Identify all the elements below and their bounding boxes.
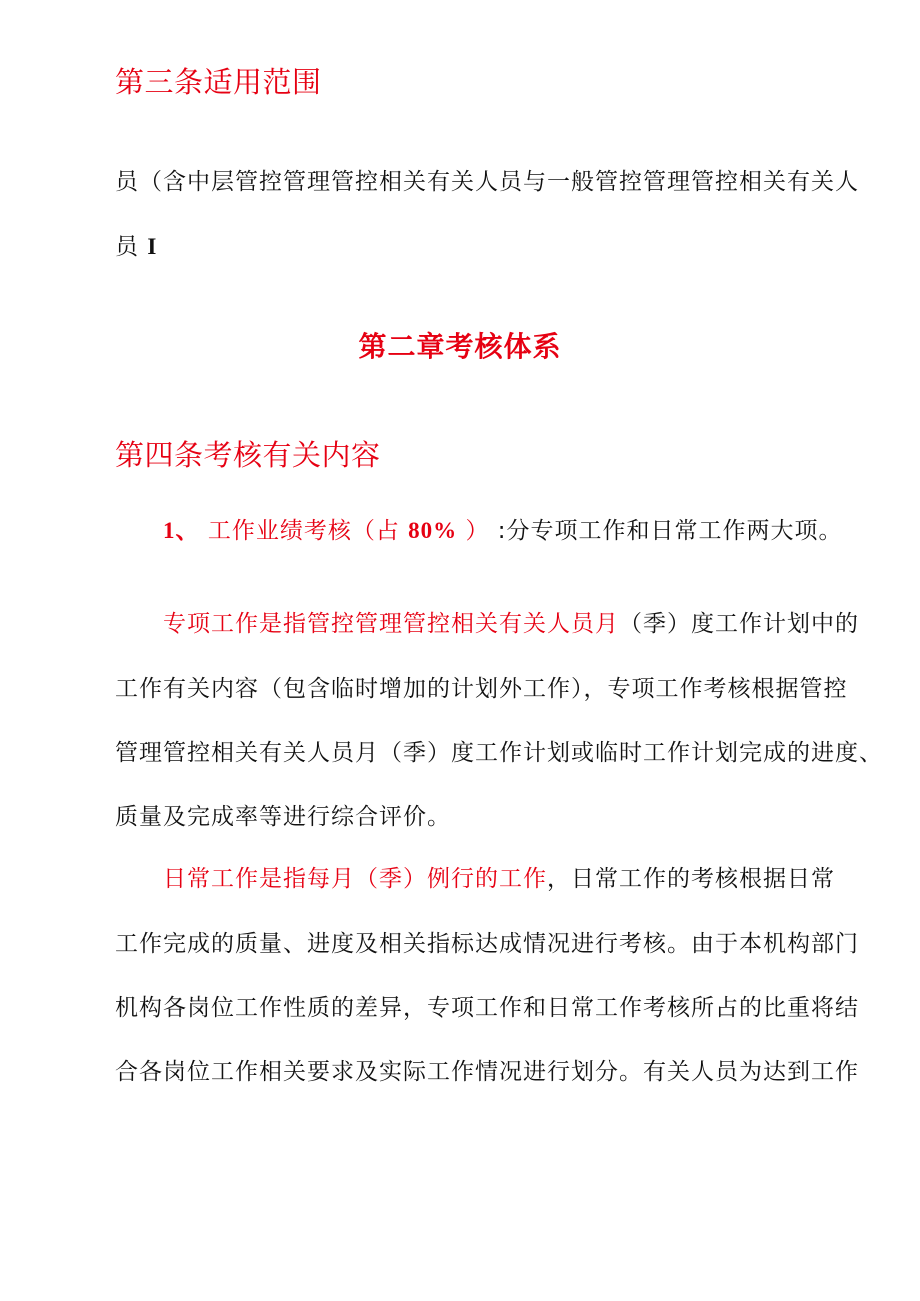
special-work-line-1 xyxy=(163,605,859,638)
daily-work-line-1 xyxy=(163,860,835,893)
chapter-2-heading: 第二章考核体系 xyxy=(358,330,562,363)
special-work-line-4: 质量及完成率等进行综合评价。 xyxy=(115,804,451,830)
item-1-close: ） xyxy=(465,518,490,544)
item-1-number: 1、 xyxy=(163,518,200,543)
special-work-line-3: 管理管控相关有关人员月（季）度工作计划或临时工作计划完成的进度、 xyxy=(115,740,883,766)
item-1-percent: 80% xyxy=(408,518,458,543)
daily-work-line-4: 合各岗位工作相关要求及实际工作情况进行划分。有关人员为达到工作 xyxy=(115,1059,859,1085)
article-3-heading: 第三条适用范围 xyxy=(115,65,322,99)
daily-work-line-2: 工作完成的质量、进度及相关指标达成情况进行考核。由于本机构部门 xyxy=(115,931,859,957)
daily-work-line-3: 机构各岗位工作性质的差异，专项工作和日常工作考核所占的比重将结 xyxy=(115,995,859,1021)
article-3-body-line-1: 员（含中层管控管理管控相关有关人员与一般管控管理管控相关有关人 xyxy=(115,169,859,195)
article-4-heading: 第四条考核有关内容 xyxy=(115,438,381,472)
article-3-body-line-2 xyxy=(115,228,157,261)
article-3-body-text: 员 xyxy=(115,234,139,260)
special-work-lead: 专项工作是指管控管理管控相关有关人员月 xyxy=(163,611,619,637)
special-work-line-2: 工作有关内容（包含临时增加的计划外工作），专项工作考核根据管控 xyxy=(115,676,848,702)
item-1-title: 工作业绩考核（占 xyxy=(207,518,400,544)
daily-work-lead: 日常工作是指每月（季）例行的工作 xyxy=(163,866,547,892)
special-work-lead-rest: （季）度工作计划中的 xyxy=(619,611,859,637)
item-1-line xyxy=(163,512,843,545)
item-1-rest: :分专项工作和日常工作两大项。 xyxy=(497,518,843,544)
article-3-body-mark: I xyxy=(147,234,158,259)
daily-work-lead-rest: ，日常工作的考核根据日常 xyxy=(547,866,835,892)
